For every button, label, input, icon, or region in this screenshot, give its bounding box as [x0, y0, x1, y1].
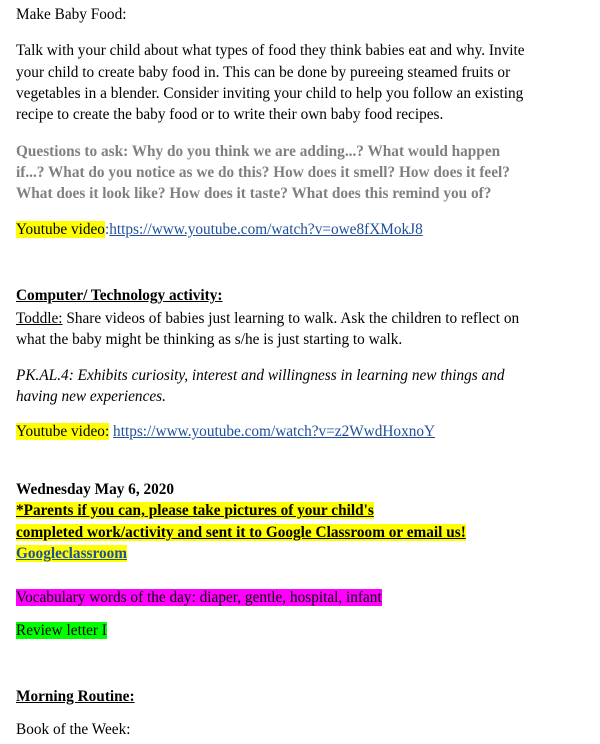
toddle-row	[16, 309, 519, 329]
date-heading: Wednesday May 6, 2020	[16, 481, 175, 498]
baby-food-video-link[interactable]: https://www.youtube.com/watch?v=owe8fXMokJ8	[109, 221, 423, 238]
review-row	[16, 621, 107, 641]
technology-heading: Computer/ Technology activity:	[16, 287, 223, 304]
baby-food-body-line: Talk with your child about what types of food they think babies eat and why. Invite	[16, 42, 525, 59]
questions-line: What does it look like? How does it taste? What does this remind you of?	[16, 185, 492, 202]
technology-video-row	[16, 422, 435, 442]
classroom-link-row	[16, 544, 127, 564]
questions-line: if...? What do you notice as we do this? How does it smell? How does it feel?	[16, 164, 510, 181]
video-label: Youtube video	[16, 221, 105, 238]
toddle-label: Toddle:	[16, 310, 63, 327]
vocabulary-words: Vocabulary words of the day: diaper, gentle, hospital, infant	[16, 589, 382, 606]
video-label: Youtube video:	[16, 423, 110, 440]
review-letter: Review letter I	[16, 622, 107, 639]
baby-food-heading: Make Baby Food:	[16, 6, 127, 23]
toddle-text-line: what the baby might be thinking as s/he is just starting to walk.	[16, 331, 403, 348]
technology-video-link[interactable]: https://www.youtube.com/watch?v=z2WwdHoxnoY	[113, 423, 436, 440]
video-separator: :	[104, 221, 110, 238]
questions-line: Questions to ask: Why do you think we are adding...? What would happen	[16, 143, 501, 160]
baby-food-body-line: your child to create baby food in. This can be done by pureeing steamed fruits or	[16, 64, 511, 81]
baby-food-video-row	[16, 220, 423, 240]
baby-food-body-line: recipe to create the baby food or to write their own baby food recipes.	[16, 106, 444, 123]
vocabulary-row	[16, 588, 382, 608]
parents-notice-line: completed work/activity and sent it to Google Classroom or email us!	[16, 524, 466, 541]
standard-line: PK.AL.4: Exhibits curiosity, interest and willingness in learning new things and	[16, 367, 505, 384]
standard-line: having new experiences.	[16, 388, 166, 405]
book-of-week-heading: Book of the Week:	[16, 721, 131, 738]
morning-routine-heading: Morning Routine:	[16, 688, 135, 705]
google-classroom-link[interactable]: Googleclassroom	[16, 545, 128, 562]
baby-food-body-line: vegetables in a blender. Consider inviting your child to help you follow an existing	[16, 85, 524, 102]
parents-notice-line: *Parents if you can, please take pictures of your child's	[16, 502, 374, 519]
toddle-text: Share videos of babies just learning to walk. Ask the children to reflect on	[62, 310, 520, 327]
